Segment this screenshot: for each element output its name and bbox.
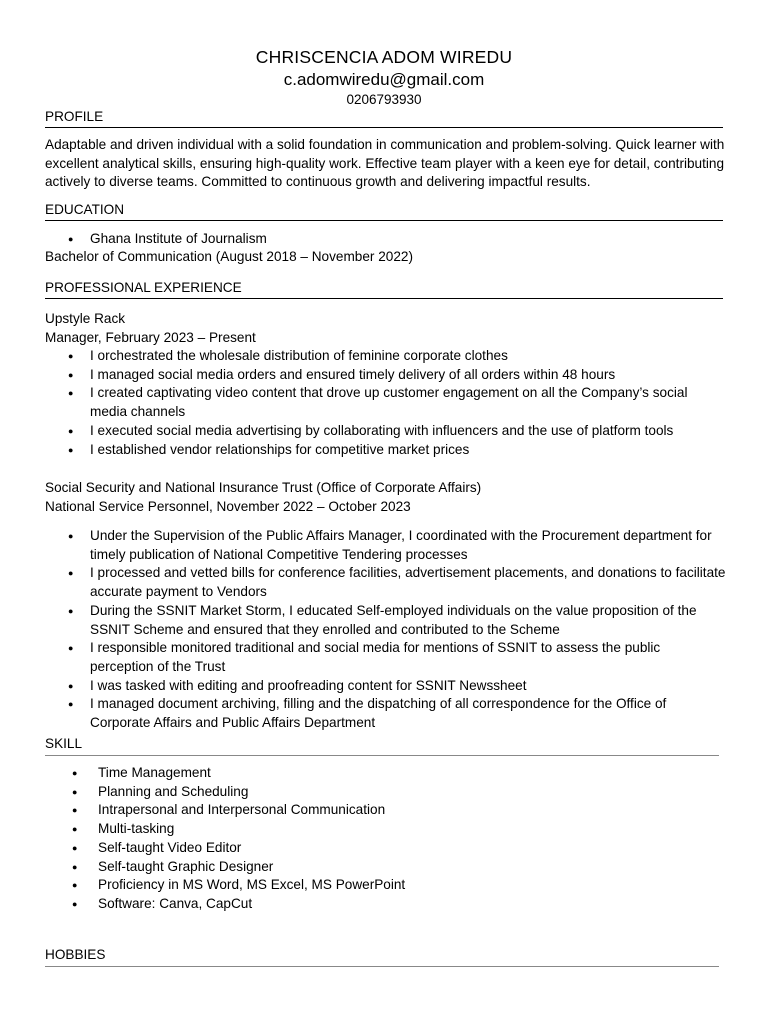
skills-list [45,764,719,914]
job-company: Social Security and National Insurance Trust (Office of Corporate Affairs) [45,480,482,495]
job-bullet: ● During the SSNIT Market Storm, I educated Self-employed individuals on the value proposition of the SSNIT Scheme and ensured that they enrolled and contributed to the Scheme [45,602,727,639]
job-bullet: ● I managed social media orders and ensured timely delivery of all orders within 48 hours [45,366,725,385]
profile-text: Adaptable and driven individual with a solid foundation in communication and problem-solving. Quick learner with excellent analytical skills, ensuring high-quality work. Effective team player with a keen eye for detail, contributing actively to diverse teams. Committed to continuous growth and delivering impactful results. [45,137,725,190]
skill-item: ● Time Management [45,764,719,783]
candidate-name: CHRISCENCIA ADOM WIREDU [255,47,513,67]
education-degree: Bachelor of Communication (August 2018 – November 2022) [45,249,413,264]
job-role: Manager, February 2023 – Present [45,330,256,345]
job-bullets [45,347,725,459]
candidate-email: c.adomwiredu@gmail.com [283,70,485,89]
job-bullet: ● I was tasked with editing and proofreading content for SSNIT Newssheet [45,677,727,696]
skill-item: ● Software: Canva, CapCut [45,895,719,914]
experience-heading: PROFESSIONAL EXPERIENCE [45,280,723,299]
skill-item: ● Planning and Scheduling [45,783,719,802]
education-list [45,230,723,249]
job-bullets [45,527,727,733]
job-bullet: ● I managed document archiving, filling and the dispatching of all correspondence for the Office of Corporate Affairs and Public Affairs Department [45,695,727,732]
job-bullet: ● I executed social media advertising by collaborating with influencers and the use of platform tools [45,422,725,441]
profile-heading: PROFILE [45,109,723,128]
skill-item: ● Intrapersonal and Interpersonal Communication [45,801,719,820]
job-bullet: ● I established vendor relationships for competitive market prices [45,441,725,460]
education-heading: EDUCATION [45,202,723,221]
skill-item: ● Self-taught Video Editor [45,839,719,858]
job-bullet: ● I orchestrated the wholesale distribution of feminine corporate clothes [45,347,725,366]
job-company: Upstyle Rack [45,311,126,326]
job-bullet: ● Under the Supervision of the Public Affairs Manager, I coordinated with the Procurement department for timely publication of National Competitive Tendering processes [45,527,727,564]
job-bullet: ● I processed and vetted bills for conference facilities, advertisement placements, and donations to facilitate accurate payment to Vendors [45,564,727,601]
job-bullet: ● I created captivating video content that drove up customer engagement on all the Company’s social media channels [45,384,725,421]
hobbies-heading: HOBBIES [45,947,719,967]
skill-item: ● Self-taught Graphic Designer [45,858,719,877]
job-bullet: ● I responsible monitored traditional and social media for mentions of SSNIT to assess the public perception of the Trust [45,639,727,676]
skills-heading: SKILL [45,736,719,756]
education-school: ● Ghana Institute of Journalism [45,230,723,249]
candidate-phone: 0206793930 [346,92,422,107]
skill-item: ● Multi-tasking [45,820,719,839]
job-role: National Service Personnel, November 2022 – October 2023 [45,499,411,514]
skill-item: ● Proficiency in MS Word, MS Excel, MS PowerPoint [45,876,719,895]
